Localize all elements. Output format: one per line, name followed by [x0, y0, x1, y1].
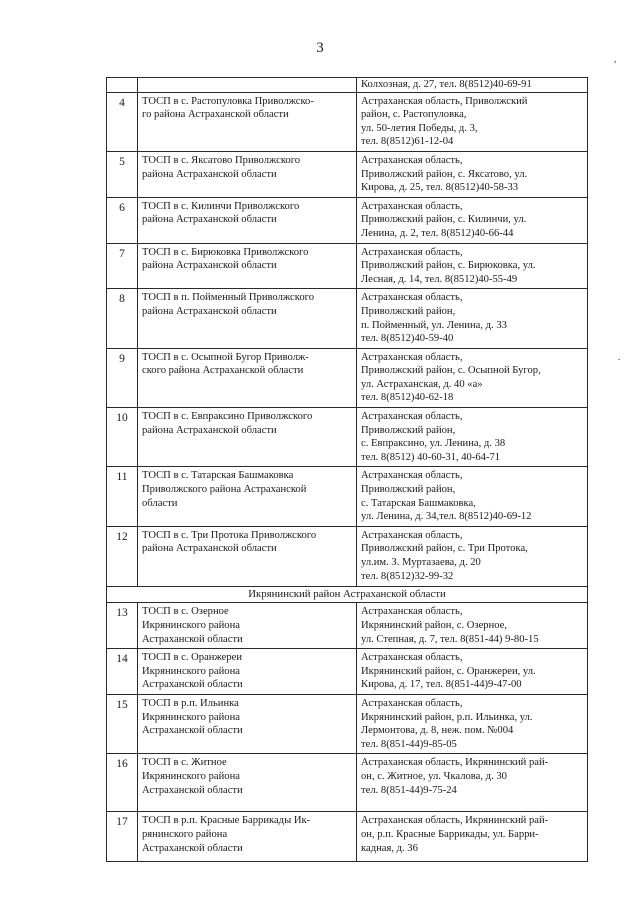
organization-address: Астраханская область, Приволжский район, с. Растопуловка, ул. 50-летия Победы, д. 3, тел. 8(8512)61-12-04: [357, 92, 588, 151]
section-title: Икрянинский район Астраханской области: [107, 586, 588, 603]
table-row: [107, 649, 588, 695]
row-number: 6: [107, 197, 138, 243]
organization-address: Астраханская область, Икрянинский район, с. Озерное, ул. Степная, д. 7, тел. 8(851-44) 9-80-15: [357, 603, 588, 649]
table-row-continued: [107, 78, 588, 93]
organization-address: Астраханская область, Приволжский район, с. Килинчи, ул. Ленина, д. 2, тел. 8(8512)40-66-44: [357, 197, 588, 243]
margin-mark: .: [618, 352, 621, 362]
row-number: 16: [107, 754, 138, 812]
organization-address: Астраханская область, Приволжский район, с. Евпраксино, ул. Ленина, д. 38 тел. 8(8512) 40-60-31, 40-64-71: [357, 408, 588, 467]
organization-address: Астраханская область, Икрянинский рай- он, с. Житное, ул. Чкалова, д. 30 тел. 8(851-44)9-75-24: [357, 754, 588, 812]
organization-name: ТОСП в р.п. Ильинка Икрянинского района Астраханской области: [138, 694, 357, 753]
row-number: 17: [107, 812, 138, 862]
organization-address: Астраханская область, Икрянинский район, р.п. Ильинка, ул. Лермонтова, д. 8, неж. пом. №004 тел. 8(851-44)9-85-05: [357, 694, 588, 753]
row-number: 8: [107, 289, 138, 348]
row-number: 9: [107, 348, 138, 407]
table-row: [107, 243, 588, 289]
table-row: [107, 151, 588, 197]
organization-name: ТОСП в р.п. Красные Баррикады Ик- рянинского района Астраханской области: [138, 812, 357, 862]
organization-name: ТОСП в с. Осыпной Бугор Приволж- ского района Астраханской области: [138, 348, 357, 407]
organization-name: ТОСП в с. Озерное Икрянинского района Астраханской области: [138, 603, 357, 649]
organization-name: ТОСП в с. Килинчи Приволжского района Астраханской области: [138, 197, 357, 243]
organization-name: ТОСП в с. Евпраксино Приволжского района Астраханской области: [138, 408, 357, 467]
organization-name: ТОСП в с. Три Протока Приволжского района Астраханской области: [138, 526, 357, 586]
organization-address: Астраханская область, Икрянинский район, с. Оранжереи, ул. Кирова, д. 17, тел. 8(851-44)9-47-00: [357, 649, 588, 695]
organization-name: ТОСП в с. Оранжереи Икрянинского района Астраханской области: [138, 649, 357, 695]
row-number-cell: [107, 78, 138, 93]
organization-address: Астраханская область, Приволжский район, п. Пойменный, ул. Ленина, д. 33 тел. 8(8512)40-59-40: [357, 289, 588, 348]
table-row: [107, 603, 588, 649]
margin-mark: ,: [614, 54, 617, 64]
row-number: 14: [107, 649, 138, 695]
organizations-table: [106, 77, 588, 862]
table-row: [107, 289, 588, 348]
row-number: 4: [107, 92, 138, 151]
table-row: [107, 812, 588, 862]
row-number: 11: [107, 467, 138, 526]
organization-name: ТОСП в п. Пойменный Приволжского района Астраханской области: [138, 289, 357, 348]
row-number: 15: [107, 694, 138, 753]
address-cell: Колхозная, д. 27, тел. 8(8512)40-69-91: [357, 78, 588, 93]
organization-address: Астраханская область, Приволжский район, с. Три Протока, ул.им. З. Муртазаева, д. 20 тел. 8(8512)32-99-32: [357, 526, 588, 586]
page-number: 3: [316, 40, 324, 56]
organization-address: Астраханская область, Приволжский район, с. Татарская Башмаковка, ул. Ленина, д. 34,тел. 8(8512)40-69-12: [357, 467, 588, 526]
row-number: 12: [107, 526, 138, 586]
organization-address: Астраханская область, Икрянинский рай- он, р.п. Красные Баррикады, ул. Барри- кадная, д. 36: [357, 812, 588, 862]
table-row: [107, 526, 588, 586]
organization-name-cell: [138, 78, 357, 93]
row-number: 5: [107, 151, 138, 197]
table-row: [107, 694, 588, 753]
table-row: [107, 92, 588, 151]
organization-name: ТОСП в с. Житное Икрянинского района Астраханской области: [138, 754, 357, 812]
table-row: [107, 348, 588, 407]
table-row: [107, 197, 588, 243]
organization-address: Астраханская область, Приволжский район, с. Бирюковка, ул. Лесная, д. 14, тел. 8(8512)40-55-49: [357, 243, 588, 289]
organization-address: Астраханская область, Приволжский район, с. Яксатово, ул. Кирова, д. 25, тел. 8(8512)40-58-33: [357, 151, 588, 197]
row-number: 10: [107, 408, 138, 467]
table-row: [107, 754, 588, 812]
section-header-row: [107, 586, 588, 603]
organization-name: ТОСП в с. Растопуловка Приволжско- го района Астраханской области: [138, 92, 357, 151]
organization-name: ТОСП в с. Яксатово Приволжского района Астраханской области: [138, 151, 357, 197]
row-number: 13: [107, 603, 138, 649]
table-row: [107, 408, 588, 467]
table-row: [107, 467, 588, 526]
organization-name: ТОСП в с. Татарская Башмаковка Приволжского района Астраханской области: [138, 467, 357, 526]
organization-name: ТОСП в с. Бирюковка Приволжского района Астраханской области: [138, 243, 357, 289]
row-number: 7: [107, 243, 138, 289]
organization-address: Астраханская область, Приволжский район, с. Осыпной Бугор, ул. Астраханская, д. 40 «а» тел. 8(8512)40-62-18: [357, 348, 588, 407]
